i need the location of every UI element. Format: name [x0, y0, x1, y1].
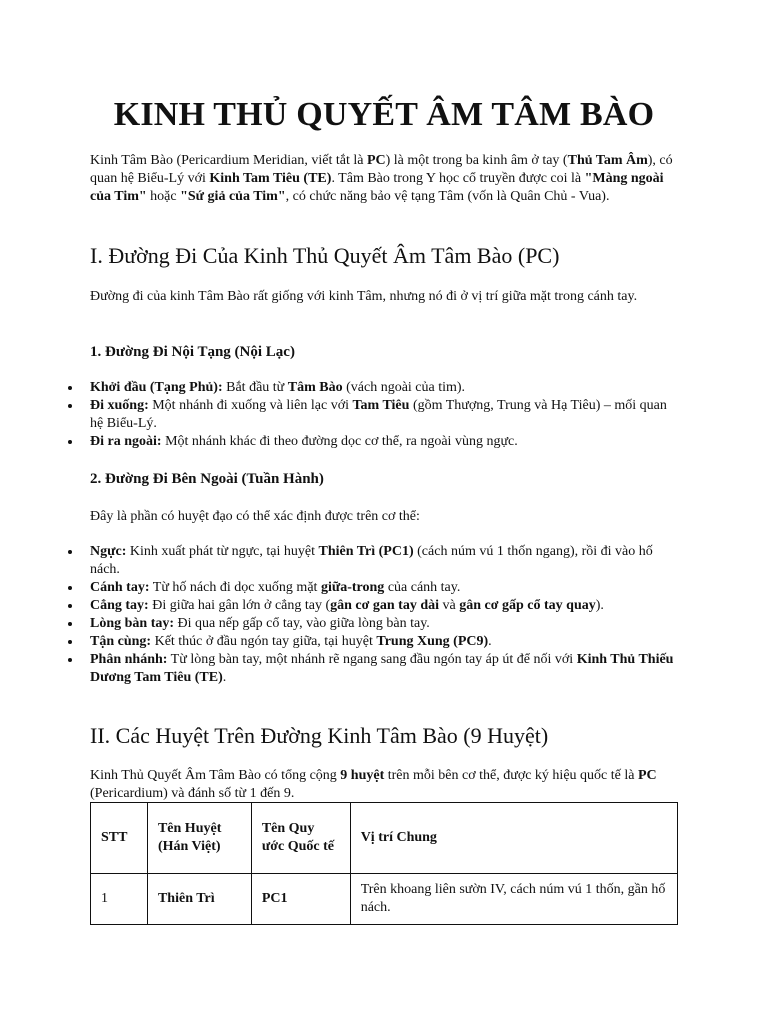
table-header-row: [91, 803, 678, 874]
table-cell: 1: [91, 874, 148, 925]
list-item: Cánh tay: Từ hố nách đi dọc xuống mặt giữa-trong của cánh tay.: [90, 579, 680, 597]
list-item: Đi ra ngoài: Một nhánh khác đi theo đường dọc cơ thể, ra ngoài vùng ngực.: [90, 433, 680, 451]
list-item: Khởi đầu (Tạng Phủ): Bắt đầu từ Tâm Bào (vách ngoài của tim).: [90, 379, 680, 397]
table-header-cell: Tên Quy ước Quốc tế: [251, 803, 350, 874]
subsection-heading-1: 1. Đường Đi Nội Tạng (Nội Lạc): [90, 344, 295, 360]
section-heading-2: II. Các Huyệt Trên Đường Kinh Tâm Bào (9 Huyệt): [90, 723, 549, 748]
table-header-cell: STT: [91, 803, 148, 874]
internal-path-list: [90, 379, 680, 451]
section-heading-1: I. Đường Đi Của Kinh Thủ Quyết Âm Tâm Bào (PC): [90, 243, 560, 268]
table-header-cell: Tên Huyệt (Hán Việt): [147, 803, 251, 874]
list-item: Ngực: Kinh xuất phát từ ngực, tại huyệt Thiên Trì (PC1) (cách núm vú 1 thốn ngang), rồi đi vào hố nách.: [90, 543, 680, 579]
list-item: Phân nhánh: Từ lòng bàn tay, một nhánh rẽ ngang sang đầu ngón tay áp út để nối với Kinh Thủ Thiếu Dương Tam Tiêu (TE).: [90, 651, 680, 687]
list-item: Đi xuống: Một nhánh đi xuống và liên lạc với Tam Tiêu (gồm Thượng, Trung và Hạ Tiêu) – mối quan hệ Biểu-Lý.: [90, 397, 680, 433]
subsection-heading-2: 2. Đường Đi Bên Ngoài (Tuần Hành): [90, 471, 324, 487]
table-cell: PC1: [251, 874, 350, 925]
table-row: [91, 874, 678, 925]
table-header-cell: Vị trí Chung: [350, 803, 677, 874]
list-item: Tận cùng: Kết thúc ở đầu ngón tay giữa, tại huyệt Trung Xung (PC9).: [90, 633, 680, 651]
section1-description: Đường đi của kinh Tâm Bào rất giống với kinh Tâm, nhưng nó đi ở vị trí giữa mặt trong cánh tay.: [90, 289, 638, 304]
table-cell: Trên khoang liên sườn IV, cách núm vú 1 thốn, gần hố nách.: [350, 874, 677, 925]
intro-paragraph: Kinh Tâm Bào (Pericardium Meridian, viết tắt là PC) là một trong ba kinh âm ở tay (Thủ Tam Âm), có quan hệ Biểu-Lý với Kinh Tam Tiêu (TE). Tâm Bào trong Y học cổ truyền được coi là "Màng ngoài của Tim" hoặc "Sứ giả của Tim", có chức năng bảo vệ tạng Tâm (vốn là Quân Chủ - Vua).: [90, 153, 673, 204]
page-title: KINH THỦ QUYẾT ÂM TÂM BÀO: [113, 96, 655, 133]
section1-sub2-description: Đây là phần có huyệt đạo có thể xác định được trên cơ thể:: [90, 509, 420, 524]
list-item: Cẳng tay: Đi giữa hai gân lớn ở cẳng tay (gân cơ gan tay dài và gân cơ gấp cổ tay quay).: [90, 597, 680, 615]
external-path-list: [90, 543, 680, 687]
section2-description: Kinh Thủ Quyết Âm Tâm Bào có tổng cộng 9 huyệt trên mỗi bên cơ thể, được ký hiệu quốc tế là PC (Pericardium) và đánh số từ 1 đến 9.: [90, 768, 657, 801]
table-cell: Thiên Trì: [147, 874, 251, 925]
list-item: Lòng bàn tay: Đi qua nếp gấp cổ tay, vào giữa lòng bàn tay.: [90, 615, 680, 633]
acupoint-table: [90, 802, 678, 925]
